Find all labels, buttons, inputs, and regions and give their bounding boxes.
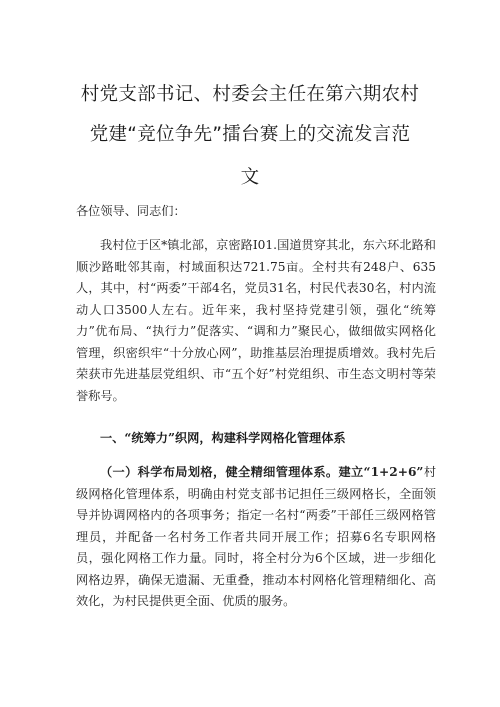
paragraph-section-1-1-body: 村级网格化管理体系，明确由村党支部书记担任三级网格长，全面领导并协调网格内的各项事务；指定一名村“两委”干部任三级网格管理员，并配备一名村务工作者共同开展工作；招募6名专职网格员，强化网格工作力量。同时，将全村分为6个区域，进一步细化网格边界，确保无遗漏、无重叠，推动本村网格化管理精细化、高效化，为村民提供更全面、优质的服务。 xyxy=(76,465,437,608)
document-title-line3: 文 xyxy=(240,167,260,188)
document-title-line1: 村党支部书记、村委会主任在第六期农村 xyxy=(80,84,420,105)
paragraph-intro: 我村位于区*镇北部，京密路I01.国道贯穿其北，东六环北路和顺沙路毗邻其南，村域面积达721.75亩。全村共有248户、635人，其中，村“两委”干部4名，党员31名，村民代表30名，村内流动人口3500人左右。近年来，我村坚持党建引领，强化“统筹力”优布局、“执行力”促落实、“调和力”聚民心，做细做实网格化管理，织密织牢“十分放心网”，助推基层治理提质增效。我村先后荣获市先进基层党组织、市“五个好”村党组织、市生态文明村等荣誉称号。 xyxy=(76,238,436,403)
salutation: 各位领导、同志们： xyxy=(76,204,186,218)
section-heading-1: 一、“统筹力”织网，构建科学网格化管理体系 xyxy=(100,431,346,445)
paragraph-section-1-1-lead: （一）科学布局划格，健全精细管理体系。建立“1+2+6” xyxy=(100,465,424,479)
document-title-line2: 党建“竞位争先”擂台赛上的交流发言范 xyxy=(89,124,411,145)
paragraph-section-1-1 xyxy=(76,462,436,613)
